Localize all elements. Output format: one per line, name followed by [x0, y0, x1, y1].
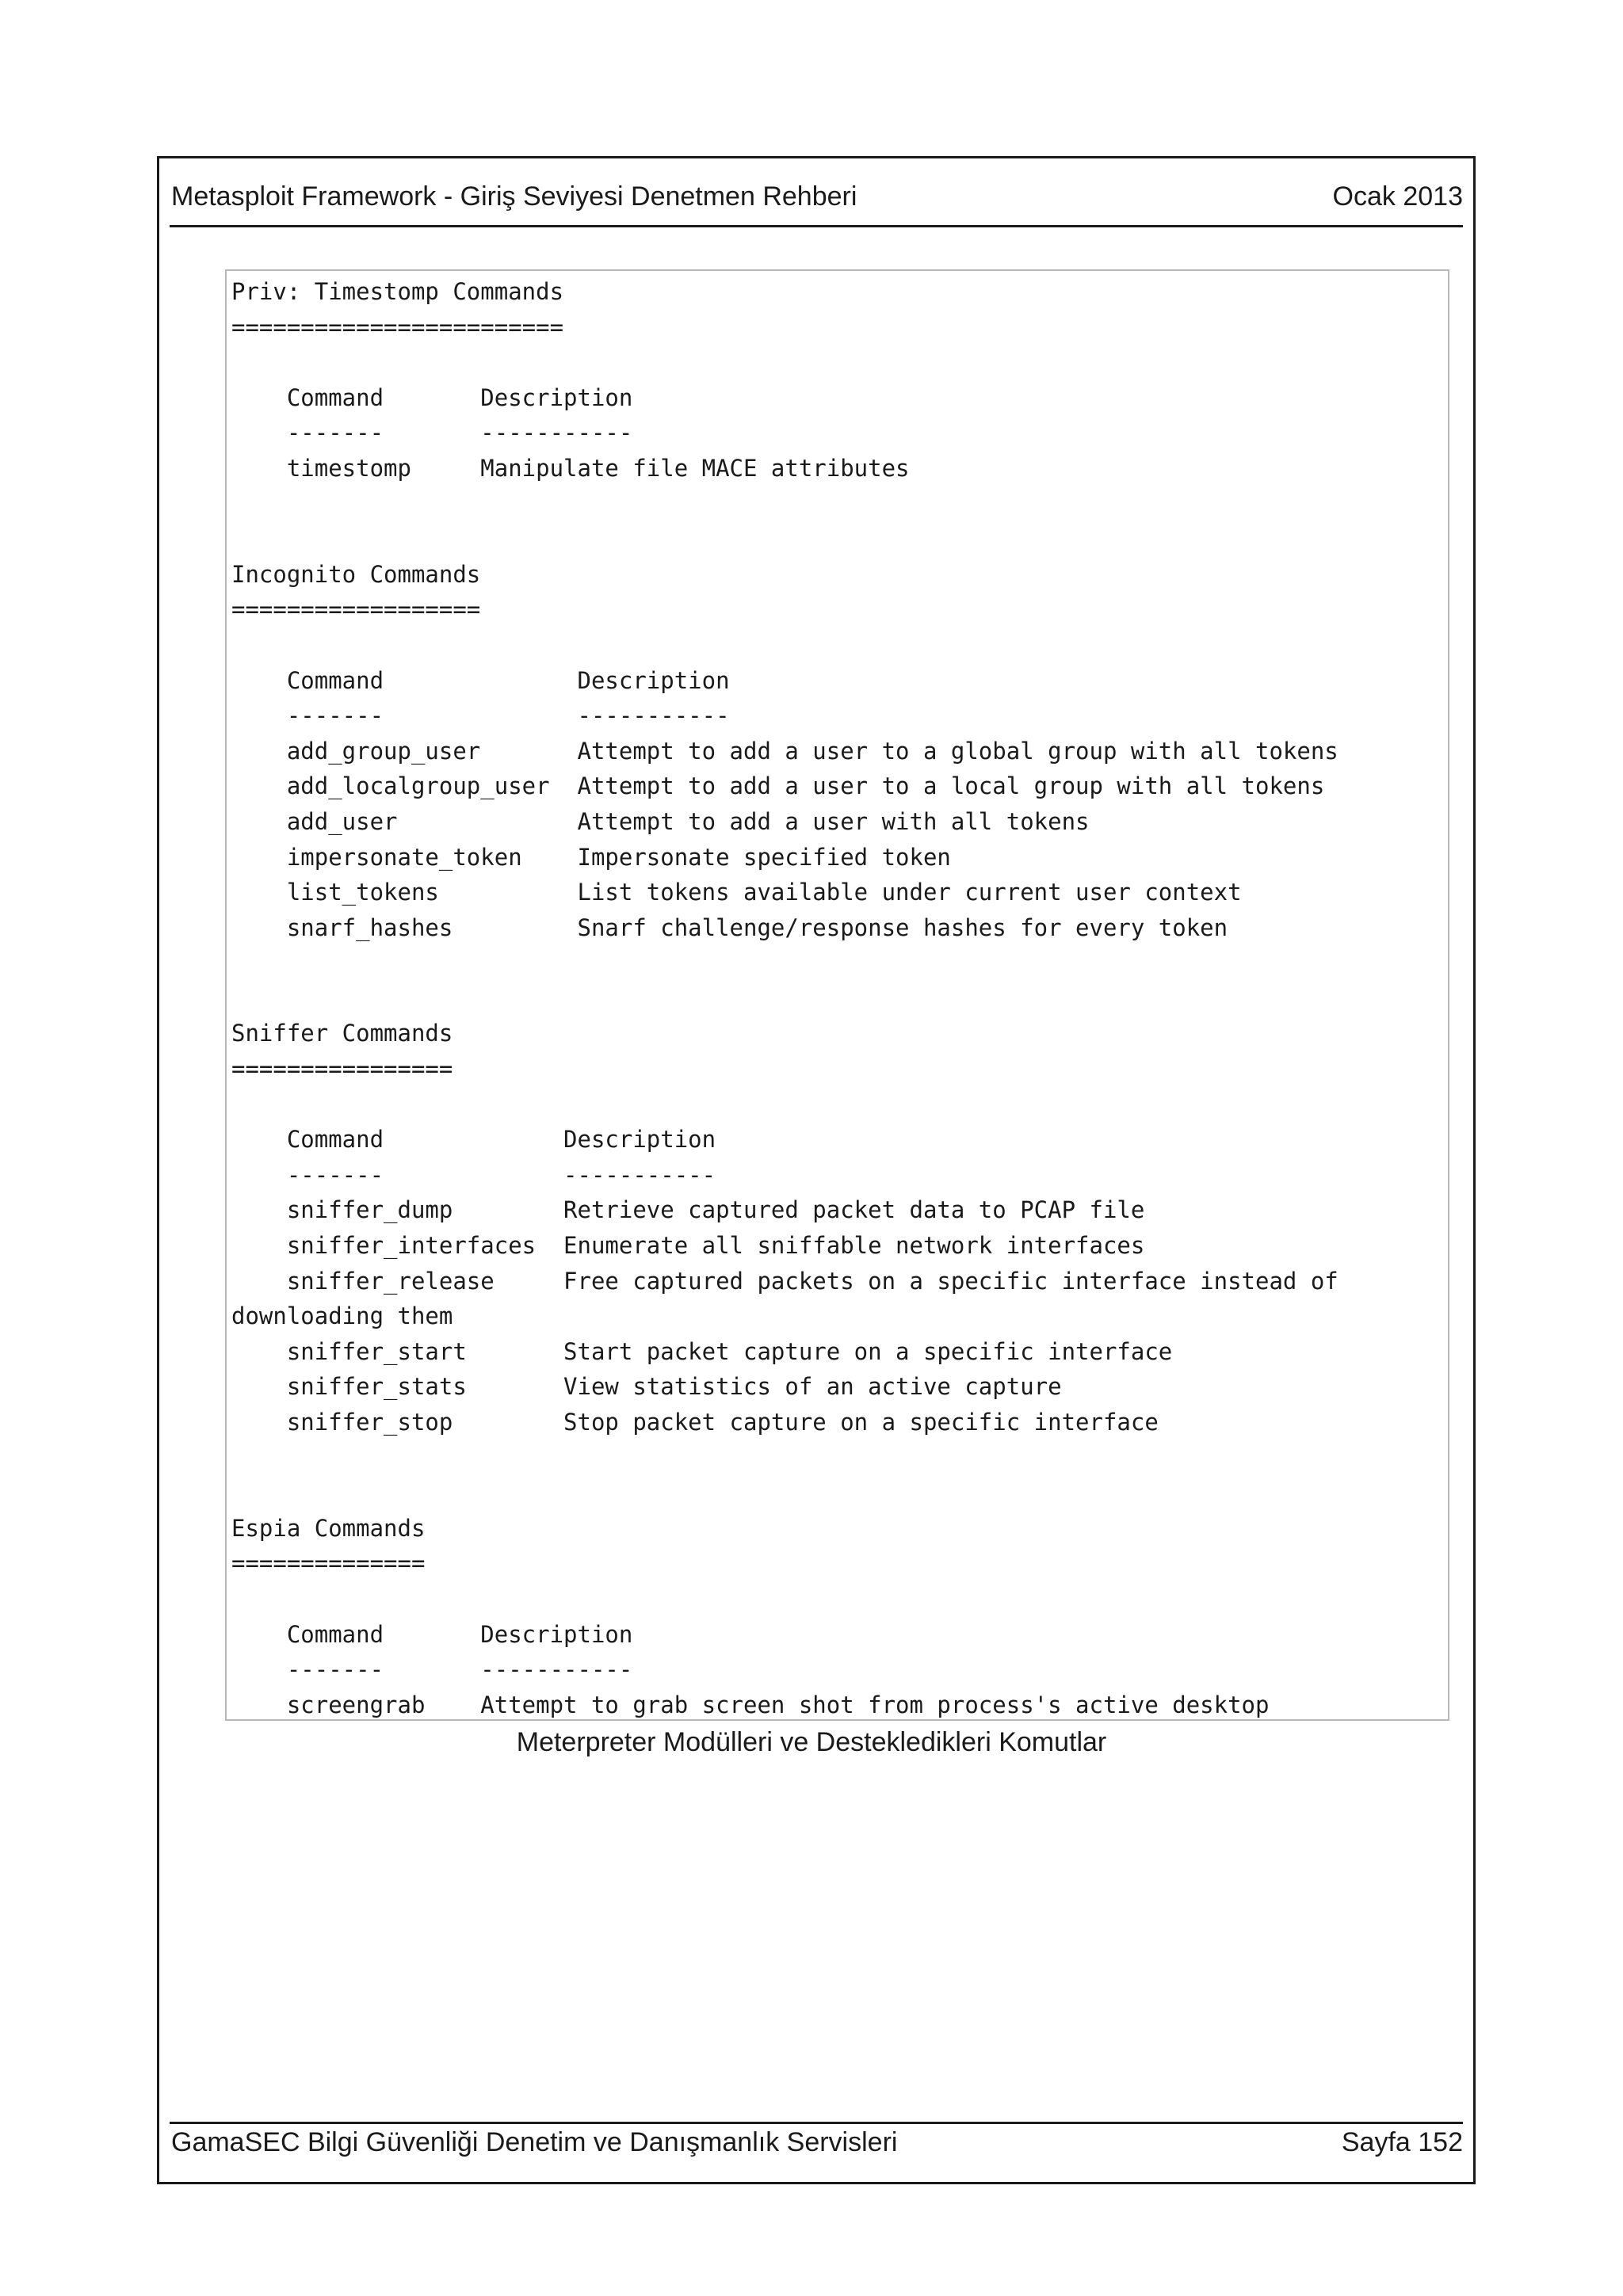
page-number: Sayfa 152: [1341, 2127, 1463, 2157]
footer-company: GamaSEC Bilgi Güvenliği Denetim ve Danışmanlık Servisleri: [171, 2127, 898, 2157]
document-title: Metasploit Framework - Giriş Seviyesi Denetmen Rehberi: [171, 181, 857, 212]
code-text: Priv: Timestomp Commands ======================== Command Description ------- ----------- timestomp Manipulate file MACE attributes Incognito Commands ================== Command Description ------- ----------- add_group_user Attempt to add a user to a global group with all tokens add_localgroup_user Attempt to add a user to a local group with all tokens add_user Attempt to add a user with all tokens impersonate_token Impersonate specified token list_tokens List tokens available under current user context snarf_hashes Snarf challenge/response hashes for every token Sniffer Commands ================ Command Description ------- ----------- sniffer_dump Retrieve captured packet data to PCAP file sniffer_interfaces Enumerate all sniffable network interfaces sniffer_release Free captured packets on a specific interface instead of downloading them sniffer_start Start packet capture on a specific interface sniffer_stats View statistics of an active capture sniffer_stop Stop packet capture on a specific interface Espia Commands ============== Command Description ------- ----------- screengrab Attempt to grab screen shot from process's active desktop: [231, 278, 1338, 1718]
figure-caption: Meterpreter Modülleri ve Destekledikleri Komutlar: [516, 1727, 1107, 1757]
page-header: [170, 177, 1463, 227]
page-footer: [170, 2122, 1463, 2164]
code-listing: [225, 269, 1449, 1721]
document-date: Ocak 2013: [1332, 181, 1463, 212]
